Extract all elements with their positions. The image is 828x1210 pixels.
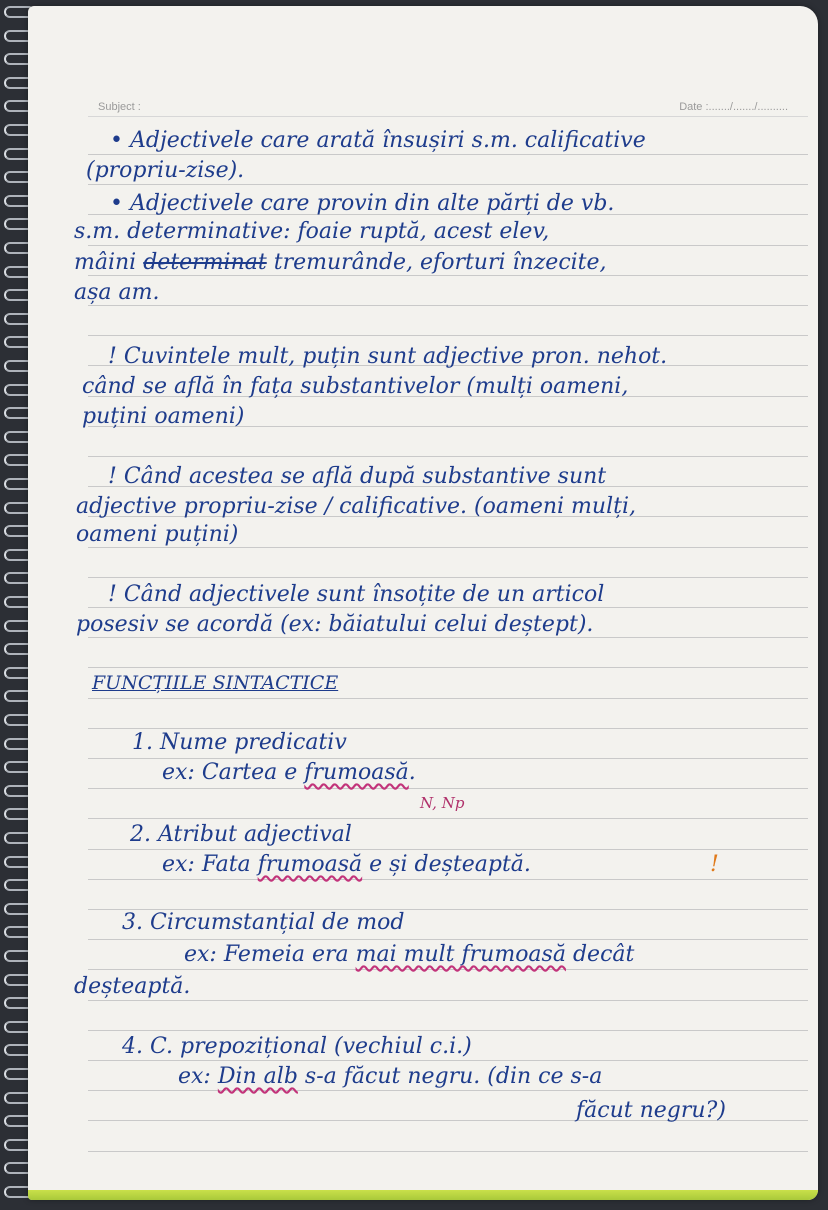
note-line: s.m. determinative: foaie ruptă, acest elev, — [74, 219, 550, 244]
subject-label: Subject : — [98, 101, 141, 113]
note-line: ! Când adjectivele sunt însoțite de un articol — [108, 582, 605, 607]
ruled-line — [88, 577, 808, 578]
ruled-line — [88, 849, 808, 850]
note-text: . — [408, 760, 416, 785]
ruled-line — [88, 788, 808, 789]
note-line: 4. C. prepozițional (vechiul c.i.) — [122, 1034, 472, 1059]
ruled-line — [88, 818, 808, 819]
example-line — [178, 1064, 602, 1090]
ruled-line — [88, 728, 808, 729]
ruled-line — [88, 245, 808, 246]
ruled-line — [88, 1151, 808, 1152]
note-text: decât — [572, 942, 635, 967]
note-line: ! Cuvintele mult, puțin sunt adjective pron. nehot. — [108, 344, 668, 369]
note-text: e și deșteaptă. — [369, 852, 531, 877]
note-line: când se află în fața substantivelor (mulți oameni, — [82, 374, 629, 399]
ruled-line — [88, 305, 808, 306]
ruled-line — [88, 879, 808, 880]
ruled-line — [88, 939, 808, 940]
note-line: 3. Circumstanțial de mod — [122, 910, 405, 935]
note-text: ex: Femeia era — [184, 942, 349, 967]
note-text: tremurânde, eforturi înzecite, — [273, 250, 607, 275]
section-heading: FUNCȚIILE SINTACTICE — [92, 672, 339, 694]
ruled-line — [88, 698, 808, 699]
ruled-line — [88, 1060, 808, 1061]
exclamation-mark: ! — [710, 852, 719, 877]
ruled-line — [88, 154, 808, 155]
note-line: • Adjectivele care arată însușiri s.m. calificative — [110, 128, 646, 153]
ruled-line — [88, 335, 808, 336]
note-line: • Adjectivele care provin din alte părți de vb. — [110, 191, 615, 216]
date-label: Date :......./......./.......... — [679, 101, 788, 113]
note-line: ! Când acestea se află după substantive sunt — [108, 464, 607, 489]
crossed-out-word: determinat — [143, 250, 267, 275]
note-line: (propriu-zise). — [86, 158, 245, 183]
annotation-note: N, Np — [420, 794, 465, 812]
highlighted-phrase: mai mult frumoasă — [355, 942, 566, 967]
note-text: ex: Cartea e — [162, 760, 298, 785]
ruled-line — [88, 758, 808, 759]
note-line: adjective propriu-zise / calificative. (oameni mulți, — [76, 494, 636, 519]
highlighted-word: frumoasă — [257, 852, 363, 877]
highlighted-word: frumoasă — [304, 760, 409, 785]
note-line: oameni puțini) — [76, 522, 239, 547]
ruled-line — [88, 667, 808, 668]
note-text: mâini — [74, 250, 137, 275]
cover-edge — [28, 1190, 818, 1200]
note-line: puțini oameni) — [82, 404, 245, 429]
note-text: s-a făcut negru. (din ce s-a — [304, 1064, 603, 1089]
notebook-page — [28, 6, 818, 1200]
note-line: 1. Nume predicativ — [132, 730, 347, 755]
example-line — [162, 760, 416, 786]
note-line: făcut negru?) — [576, 1098, 726, 1123]
note-line — [74, 250, 607, 276]
example-line — [184, 942, 634, 968]
ruled-line — [88, 1030, 808, 1031]
highlighted-phrase: Din alb — [217, 1064, 298, 1089]
ruled-line — [88, 184, 808, 185]
note-line: posesiv se acordă (ex: băiatului celui deștept). — [76, 612, 594, 637]
example-line — [162, 852, 531, 878]
ruled-line — [88, 1000, 808, 1001]
ruled-line — [88, 456, 808, 457]
ruled-line — [88, 1090, 808, 1091]
note-text: ex: — [178, 1064, 211, 1089]
note-text: ex: Fata — [162, 852, 251, 877]
note-line: deșteaptă. — [74, 974, 191, 999]
note-line: 2. Atribut adjectival — [130, 822, 352, 847]
ruled-line — [88, 969, 808, 970]
header-rule — [88, 116, 808, 117]
note-line: așa am. — [74, 280, 160, 305]
